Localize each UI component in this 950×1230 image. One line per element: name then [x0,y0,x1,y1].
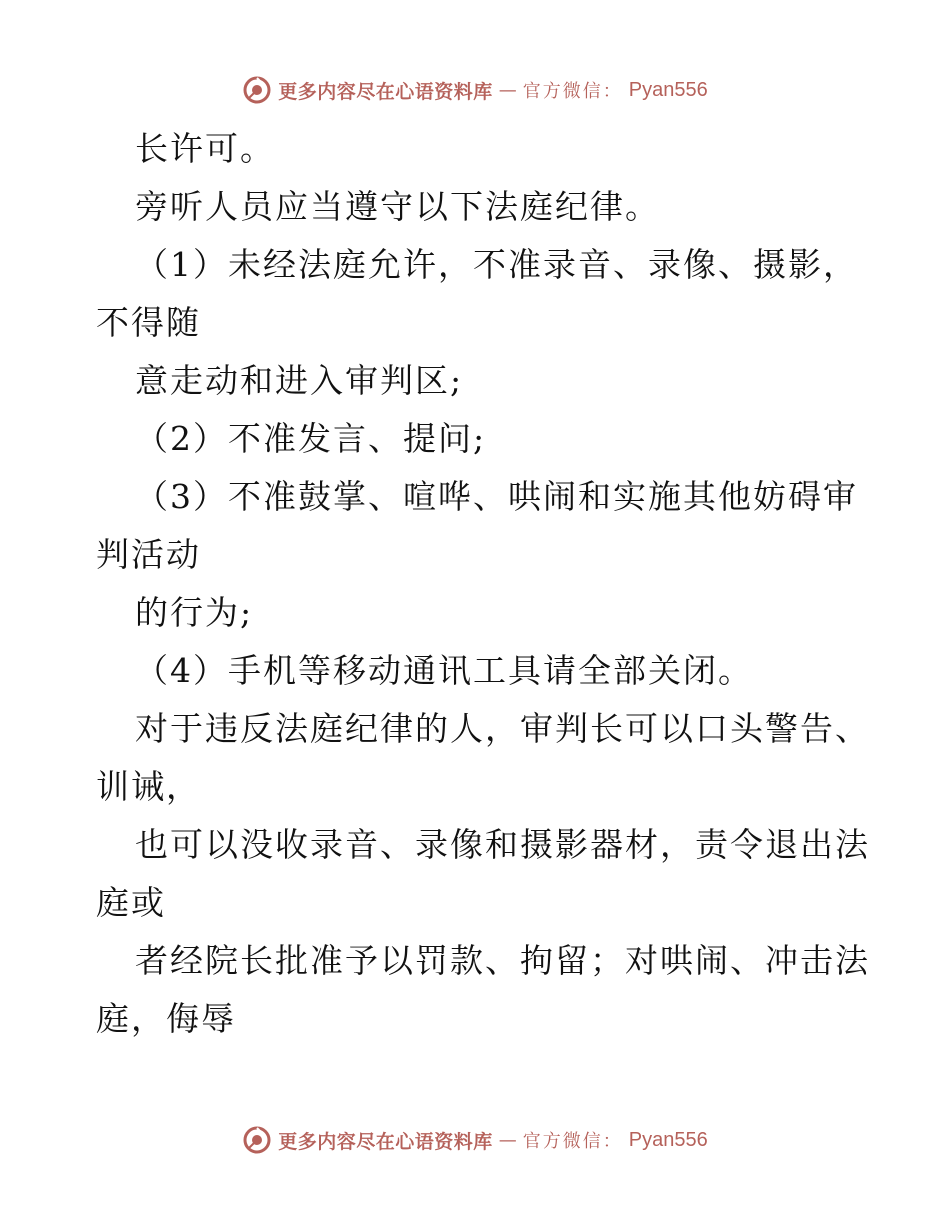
body-line: （4）手机等移动通讯工具请全部关闭。 [135,651,753,690]
brand-logo-icon [242,1125,272,1155]
banner-main-text: 更多内容尽在心语资料库 [278,1130,493,1153]
banner-wechat-id: Pyan556 [628,1128,708,1151]
body-line: 旁听人员应当遵守以下法庭纪律。 [135,187,660,226]
body-line: 者经院长批准予以罚款、拘留；对哄闹、冲击法 [135,941,870,980]
banner-dash: — [498,1129,517,1151]
banner-wechat-label: 官方微信： [522,1131,623,1152]
banner-main-text: 更多内容尽在心语资料库 [278,80,493,103]
body-line: （1）未经法庭允许，不准录音、录像、摄影， [135,245,858,284]
body-line: （3）不准鼓掌、喧哗、哄闹和实施其他妨碍审 [135,477,858,516]
body-line: 的行为; [135,593,254,632]
body-line: 庭，侮辱 [96,999,236,1038]
banner-wechat-label: 官方微信： [522,81,623,102]
body-line: 不得随 [96,303,201,342]
header-banner [0,70,950,110]
body-line: （2）不准发言、提问; [135,419,487,458]
body-line: 也可以没收录音、录像和摄影器材，责令退出法 [135,825,870,864]
body-line: 庭或 [96,883,166,922]
brand-logo-icon [242,75,272,105]
body-line: 意走动和进入审判区; [135,361,464,400]
body-line: 训诫， [96,767,201,806]
body-line: 对于违反法庭纪律的人，审判长可以口头警告、 [135,709,870,748]
body-line: 判活动 [96,535,201,574]
footer-banner [0,1120,950,1160]
banner-dash: — [498,79,517,101]
body-line: 长许可。 [135,129,275,168]
banner-wechat-id: Pyan556 [628,78,708,101]
